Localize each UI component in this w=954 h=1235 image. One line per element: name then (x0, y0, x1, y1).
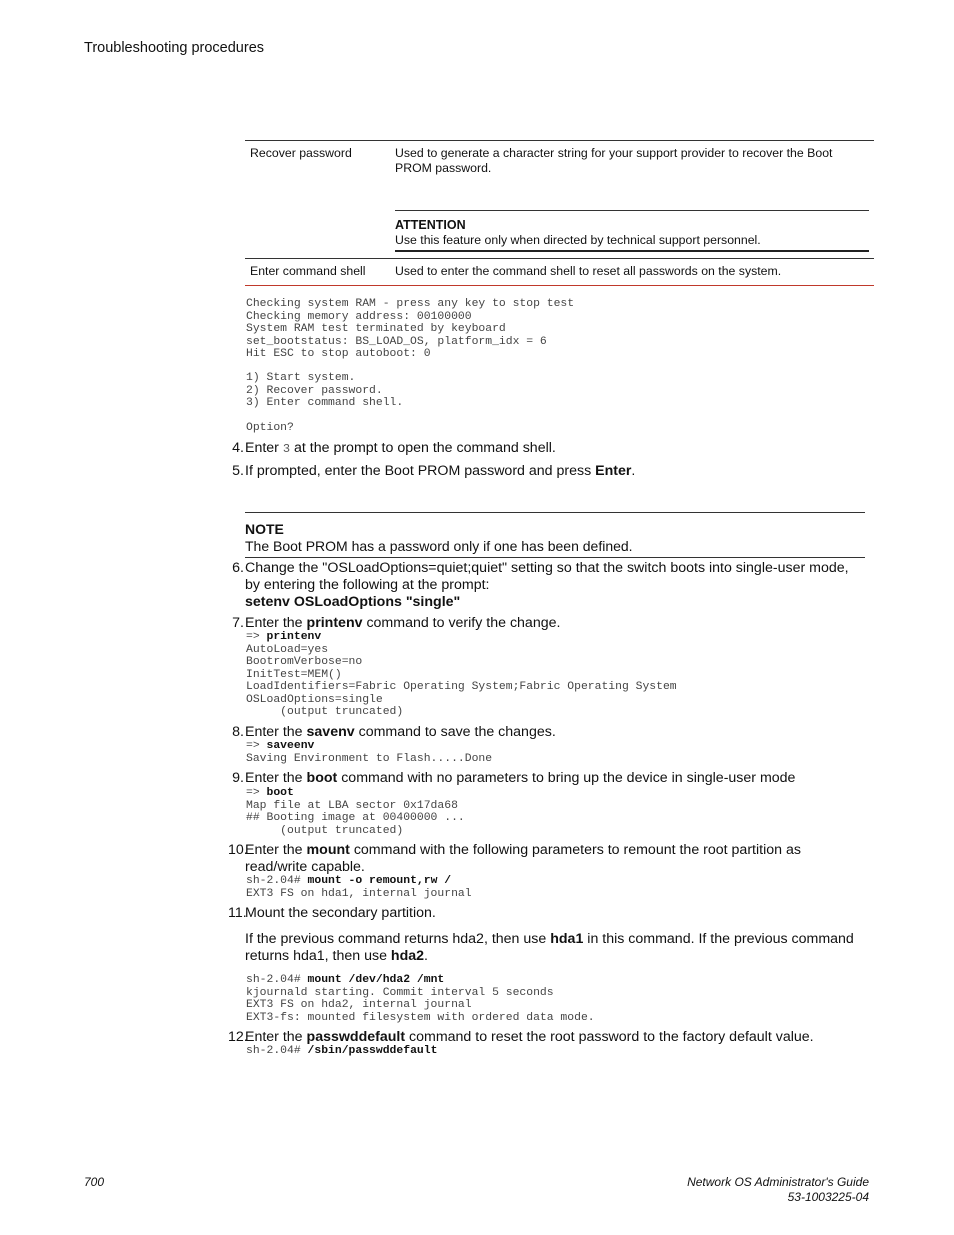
code-line: Checking memory address: 00100000 (246, 310, 472, 323)
text-segment: . (424, 948, 428, 964)
bold-term: hda1 (550, 931, 584, 947)
code-line: BootromVerbose=no (246, 656, 363, 668)
code-block (246, 974, 595, 1024)
code-block (246, 631, 677, 719)
text-segment: Enter the (245, 1029, 307, 1045)
text-segment: in this command. If the previous command returns hda1, then use (245, 931, 854, 964)
code-line (246, 740, 492, 753)
text-segment: . (631, 463, 636, 479)
step-number: 5. (232, 463, 244, 479)
command: mount -o remount,rw / (307, 875, 452, 887)
text-segment: command to verify the change. (362, 615, 561, 631)
step-number: 8. (232, 724, 244, 740)
code-line: EXT3 FS on hda1, internal journal (246, 887, 472, 900)
code-line: EXT3 FS on hda2, internal journal (246, 999, 472, 1011)
step-text (245, 842, 865, 876)
step-number: 6. (232, 560, 244, 576)
step-text (245, 1029, 865, 1046)
option-name: Recover password (250, 146, 352, 160)
text-segment: Enter the (245, 770, 307, 786)
step-number: 4. (232, 440, 244, 456)
paragraph-text (245, 931, 865, 965)
bold-term: mount (306, 842, 350, 858)
code-line: (output truncated) (246, 824, 404, 837)
inline-code: 3 (282, 442, 291, 456)
table-row (245, 259, 874, 286)
guide-title: Network OS Administrator's Guide (687, 1175, 869, 1189)
code-line: Map file at LBA sector 0x17da68 (246, 799, 458, 812)
step-text (245, 615, 865, 632)
options-table (245, 140, 874, 286)
bold-term: Enter (595, 463, 632, 479)
text-segment: Enter (245, 440, 283, 456)
prompt: sh-2.04# (246, 1045, 308, 1057)
code-line: System RAM test terminated by keyboard (246, 323, 506, 335)
option-description: Used to enter the command shell to reset all passwords on the system. (395, 264, 782, 278)
step-number: 10. (228, 842, 248, 858)
code-block (246, 740, 492, 765)
code-line: Hit ESC to stop autoboot: 0 (246, 348, 431, 360)
attention-text: Use this feature only when directed by technical support personnel. (395, 233, 761, 247)
text-segment: Enter the (245, 615, 307, 631)
code-line: (output truncated) (246, 706, 404, 718)
code-line: Saving Environment to Flash.....Done (246, 752, 493, 765)
code-line: EXT3-fs: mounted filesystem with ordered data mode. (246, 1011, 595, 1024)
bold-term: passwddefault (306, 1029, 406, 1045)
text-segment: command with the following parameters to remount the root partition as read/write capable. (245, 842, 801, 875)
table-row (245, 141, 874, 259)
note-box (245, 512, 865, 558)
code-line (246, 787, 465, 800)
code-line (246, 875, 472, 888)
code-line: Checking system RAM - press any key to stop test (246, 298, 575, 310)
command-text: setenv OSLoadOptions "single" (245, 594, 461, 610)
text-segment: at the prompt to open the command shell. (290, 440, 556, 456)
bold-term: hda2 (390, 948, 425, 964)
prompt: => (246, 787, 267, 799)
code-line: InitTest=MEM() (246, 668, 342, 681)
command: /sbin/passwddefault (307, 1045, 438, 1057)
prompt: sh-2.04# (246, 974, 308, 986)
prompt: => (246, 631, 267, 643)
menu-line: 3) Enter command shell. (246, 397, 404, 409)
text-segment: If the previous command returns hda2, then use (245, 931, 551, 947)
code-line: kjournald starting. Commit interval 5 seconds (246, 986, 554, 999)
step-number: 11. (228, 905, 247, 921)
step-number: 9. (232, 770, 244, 786)
option-description (390, 141, 874, 258)
attention-title: ATTENTION (395, 218, 466, 232)
boot-menu (246, 372, 403, 410)
step-number: 12. (228, 1029, 248, 1045)
text-segment: If prompted, enter the Boot PROM password and press (245, 463, 596, 479)
option-name: Enter command shell (250, 264, 366, 278)
doc-number: 53-1003225-04 (787, 1190, 869, 1204)
bold-term: boot (306, 770, 338, 786)
code-line (246, 974, 595, 987)
command: mount /dev/hda2 /mnt (307, 974, 445, 986)
text-segment: command to save the changes. (354, 724, 556, 740)
boot-prompt: Option? (246, 422, 294, 434)
step-number: 7. (232, 615, 244, 631)
bold-term: savenv (306, 724, 355, 740)
code-block (246, 1045, 437, 1058)
code-line (246, 631, 677, 644)
description-text: Used to generate a character string for your support provider to recover the Boot PROM password. (395, 146, 833, 175)
step-text (245, 724, 865, 741)
text-segment: Change the "OSLoadOptions=quiet;quiet" setting so that the switch boots into single-user mode, by entering the following at the prompt: (245, 560, 849, 593)
note-title: NOTE (245, 521, 284, 537)
prompt: => (246, 740, 267, 752)
page-number: 700 (84, 1175, 105, 1189)
menu-line: 2) Recover password. (246, 384, 383, 397)
step-text (245, 463, 865, 480)
code-block (246, 787, 465, 837)
step-text: Mount the secondary partition. (245, 905, 436, 921)
step-text (245, 770, 865, 787)
bold-term: printenv (306, 615, 363, 631)
text-segment: command with no parameters to bring up the device in single-user mode (337, 770, 796, 786)
text-segment: command to reset the root password to the factory default value. (405, 1029, 814, 1045)
text-segment: Enter the (245, 842, 307, 858)
code-block (246, 875, 472, 900)
boot-output-block (246, 298, 574, 361)
page-header: Troubleshooting procedures (84, 40, 265, 56)
footer-info (687, 1175, 869, 1205)
command: saveenv (266, 740, 315, 752)
code-line: LoadIdentifiers=Fabric Operating System;Fabric Operating System (246, 681, 677, 693)
code-line: AutoLoad=yes (246, 643, 329, 656)
attention-box (395, 210, 869, 252)
code-line (246, 1045, 437, 1058)
code-line: ## Booting image at 00400000 ... (246, 812, 465, 824)
prompt: sh-2.04# (246, 875, 308, 887)
command: boot (266, 787, 294, 799)
code-line: set_bootstatus: BS_LOAD_OS, platform_idx = 6 (246, 335, 547, 348)
code-line: OSLoadOptions=single (246, 693, 383, 706)
text-segment: Enter the (245, 724, 307, 740)
command: printenv (266, 631, 322, 643)
step-text (245, 560, 865, 611)
note-text: The Boot PROM has a password only if one has been defined. (245, 538, 633, 554)
step-text (245, 440, 865, 458)
menu-line: 1) Start system. (246, 372, 356, 384)
